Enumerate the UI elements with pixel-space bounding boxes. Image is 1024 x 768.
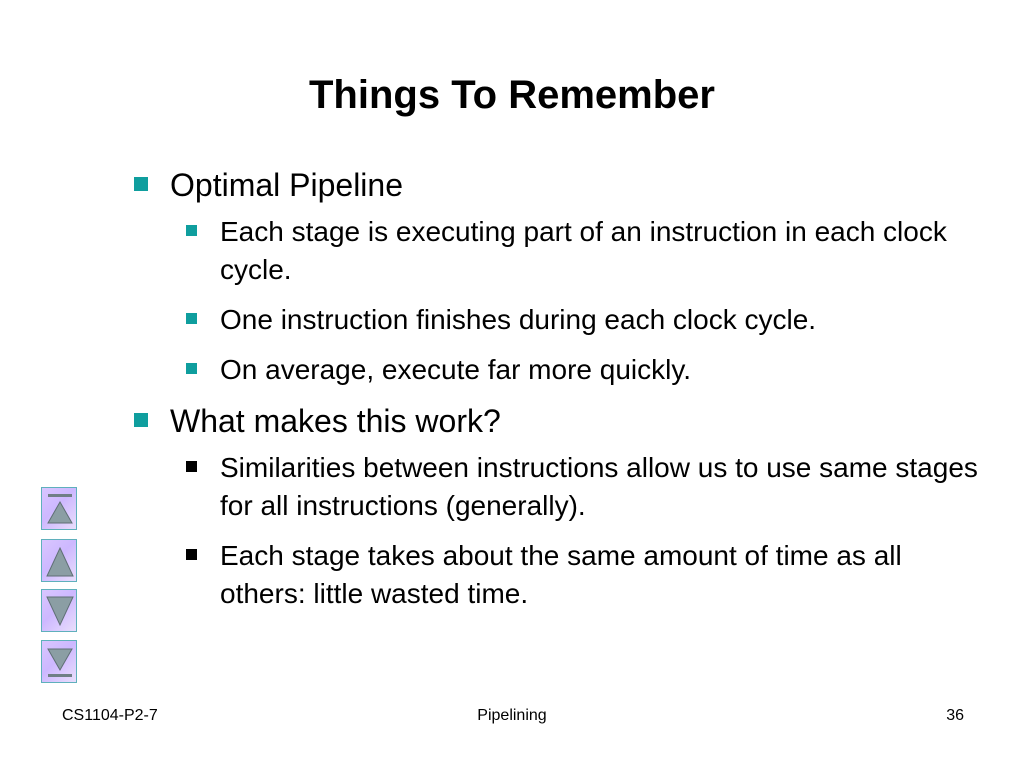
last-slide-button[interactable] — [41, 640, 77, 683]
sub-bullet-text: On average, execute far more quickly. — [220, 354, 692, 385]
bullet-text: What makes this work? — [170, 403, 501, 439]
previous-slide-button[interactable] — [41, 539, 77, 582]
sub-bullet-item — [184, 449, 982, 525]
square-bullet-icon — [134, 177, 148, 191]
previous-slide-icon — [42, 540, 78, 583]
first-slide-icon — [42, 488, 78, 531]
slide-content — [132, 160, 982, 625]
sub-bullet-list — [184, 213, 982, 389]
sub-bullet-item — [184, 537, 982, 613]
sub-bullet-item — [184, 213, 982, 289]
sub-bullet-list — [184, 449, 982, 613]
bullet-what-makes-this-work — [132, 401, 982, 441]
next-slide-button[interactable] — [41, 589, 77, 632]
square-bullet-icon — [186, 225, 197, 236]
first-slide-button[interactable] — [41, 487, 77, 530]
slide-number: 36 — [946, 707, 964, 724]
sub-bullet-item — [184, 351, 982, 389]
sub-bullet-text: Each stage takes about the same amount of time as all others: little wasted time. — [220, 540, 902, 609]
sub-bullet-text: One instruction finishes during each clock cycle. — [220, 304, 817, 335]
slide-title: Things To Remember — [309, 73, 715, 117]
bullet-optimal-pipeline — [132, 165, 982, 205]
square-bullet-icon — [186, 313, 197, 324]
next-slide-icon — [42, 590, 78, 633]
footer-course-code: CS1104-P2-7 — [62, 707, 158, 724]
sub-bullet-item — [184, 301, 982, 339]
square-bullet-icon — [186, 461, 197, 472]
square-bullet-icon — [186, 363, 197, 374]
last-slide-icon — [42, 641, 78, 684]
bullet-text: Optimal Pipeline — [170, 167, 403, 203]
footer-topic: Pipelining — [477, 707, 547, 724]
sub-bullet-text: Each stage is executing part of an instruction in each clock cycle. — [220, 216, 947, 285]
sub-bullet-text: Similarities between instructions allow us to use same stages for all instructions (generally). — [220, 452, 978, 521]
square-bullet-icon — [186, 549, 197, 560]
square-bullet-icon — [134, 413, 148, 427]
